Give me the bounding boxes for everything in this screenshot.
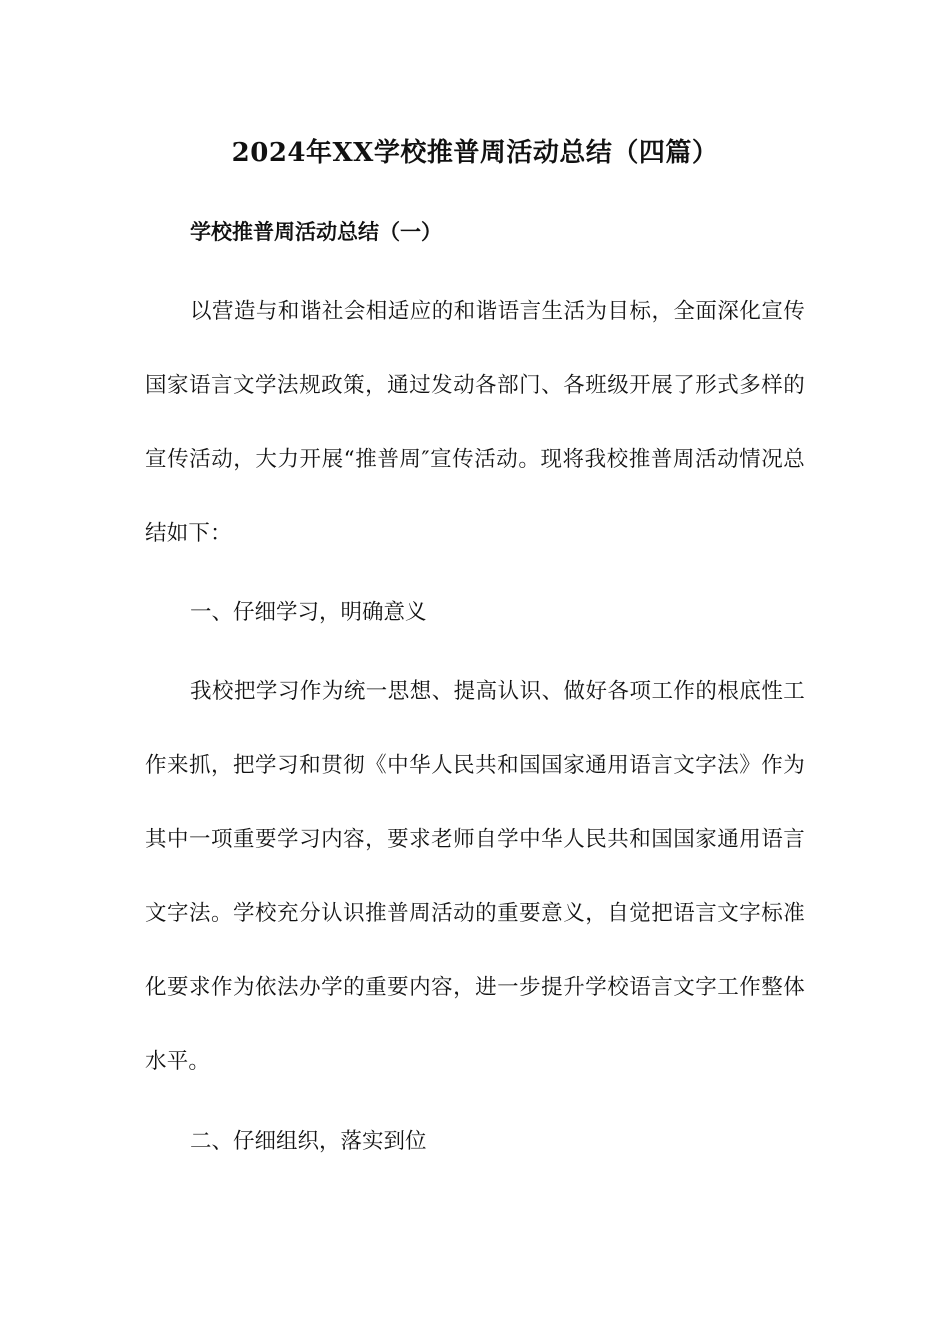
subheading-study: 一、仔细学习，明确意义	[190, 600, 427, 625]
paragraph-study: 我校把学习作为统一思想、提高认识、做好各项工作的根底性工作来抓，把学习和贯彻《中华人民共和国国家通用语言文字法》作为其中一项重要学习内容，要求老师自学中华人民共和国国家通用语言文字法。学校充分认识推普周活动的重要意义，自觉把语言文字标准化要求作为依法办学的重要内容，进一步提升学校语言文字工作整体水平。	[145, 679, 805, 1074]
document-title: 2024年XX学校推普周活动总结（四篇）	[231, 138, 719, 168]
paragraph-intro: 以营造与和谐社会相适应的和谐语言生活为目标，全面深化宣传国家语言文学法规政策，通过发动各部门、各班级开展了形式多样的宣传活动，大力开展“推普周″宣传活动。现将我校推普周活动情况总结如下：	[145, 299, 805, 546]
subheading-organize: 二、仔细组织，落实到位	[190, 1129, 427, 1154]
section-heading: 学校推普周活动总结（一）	[190, 219, 442, 244]
